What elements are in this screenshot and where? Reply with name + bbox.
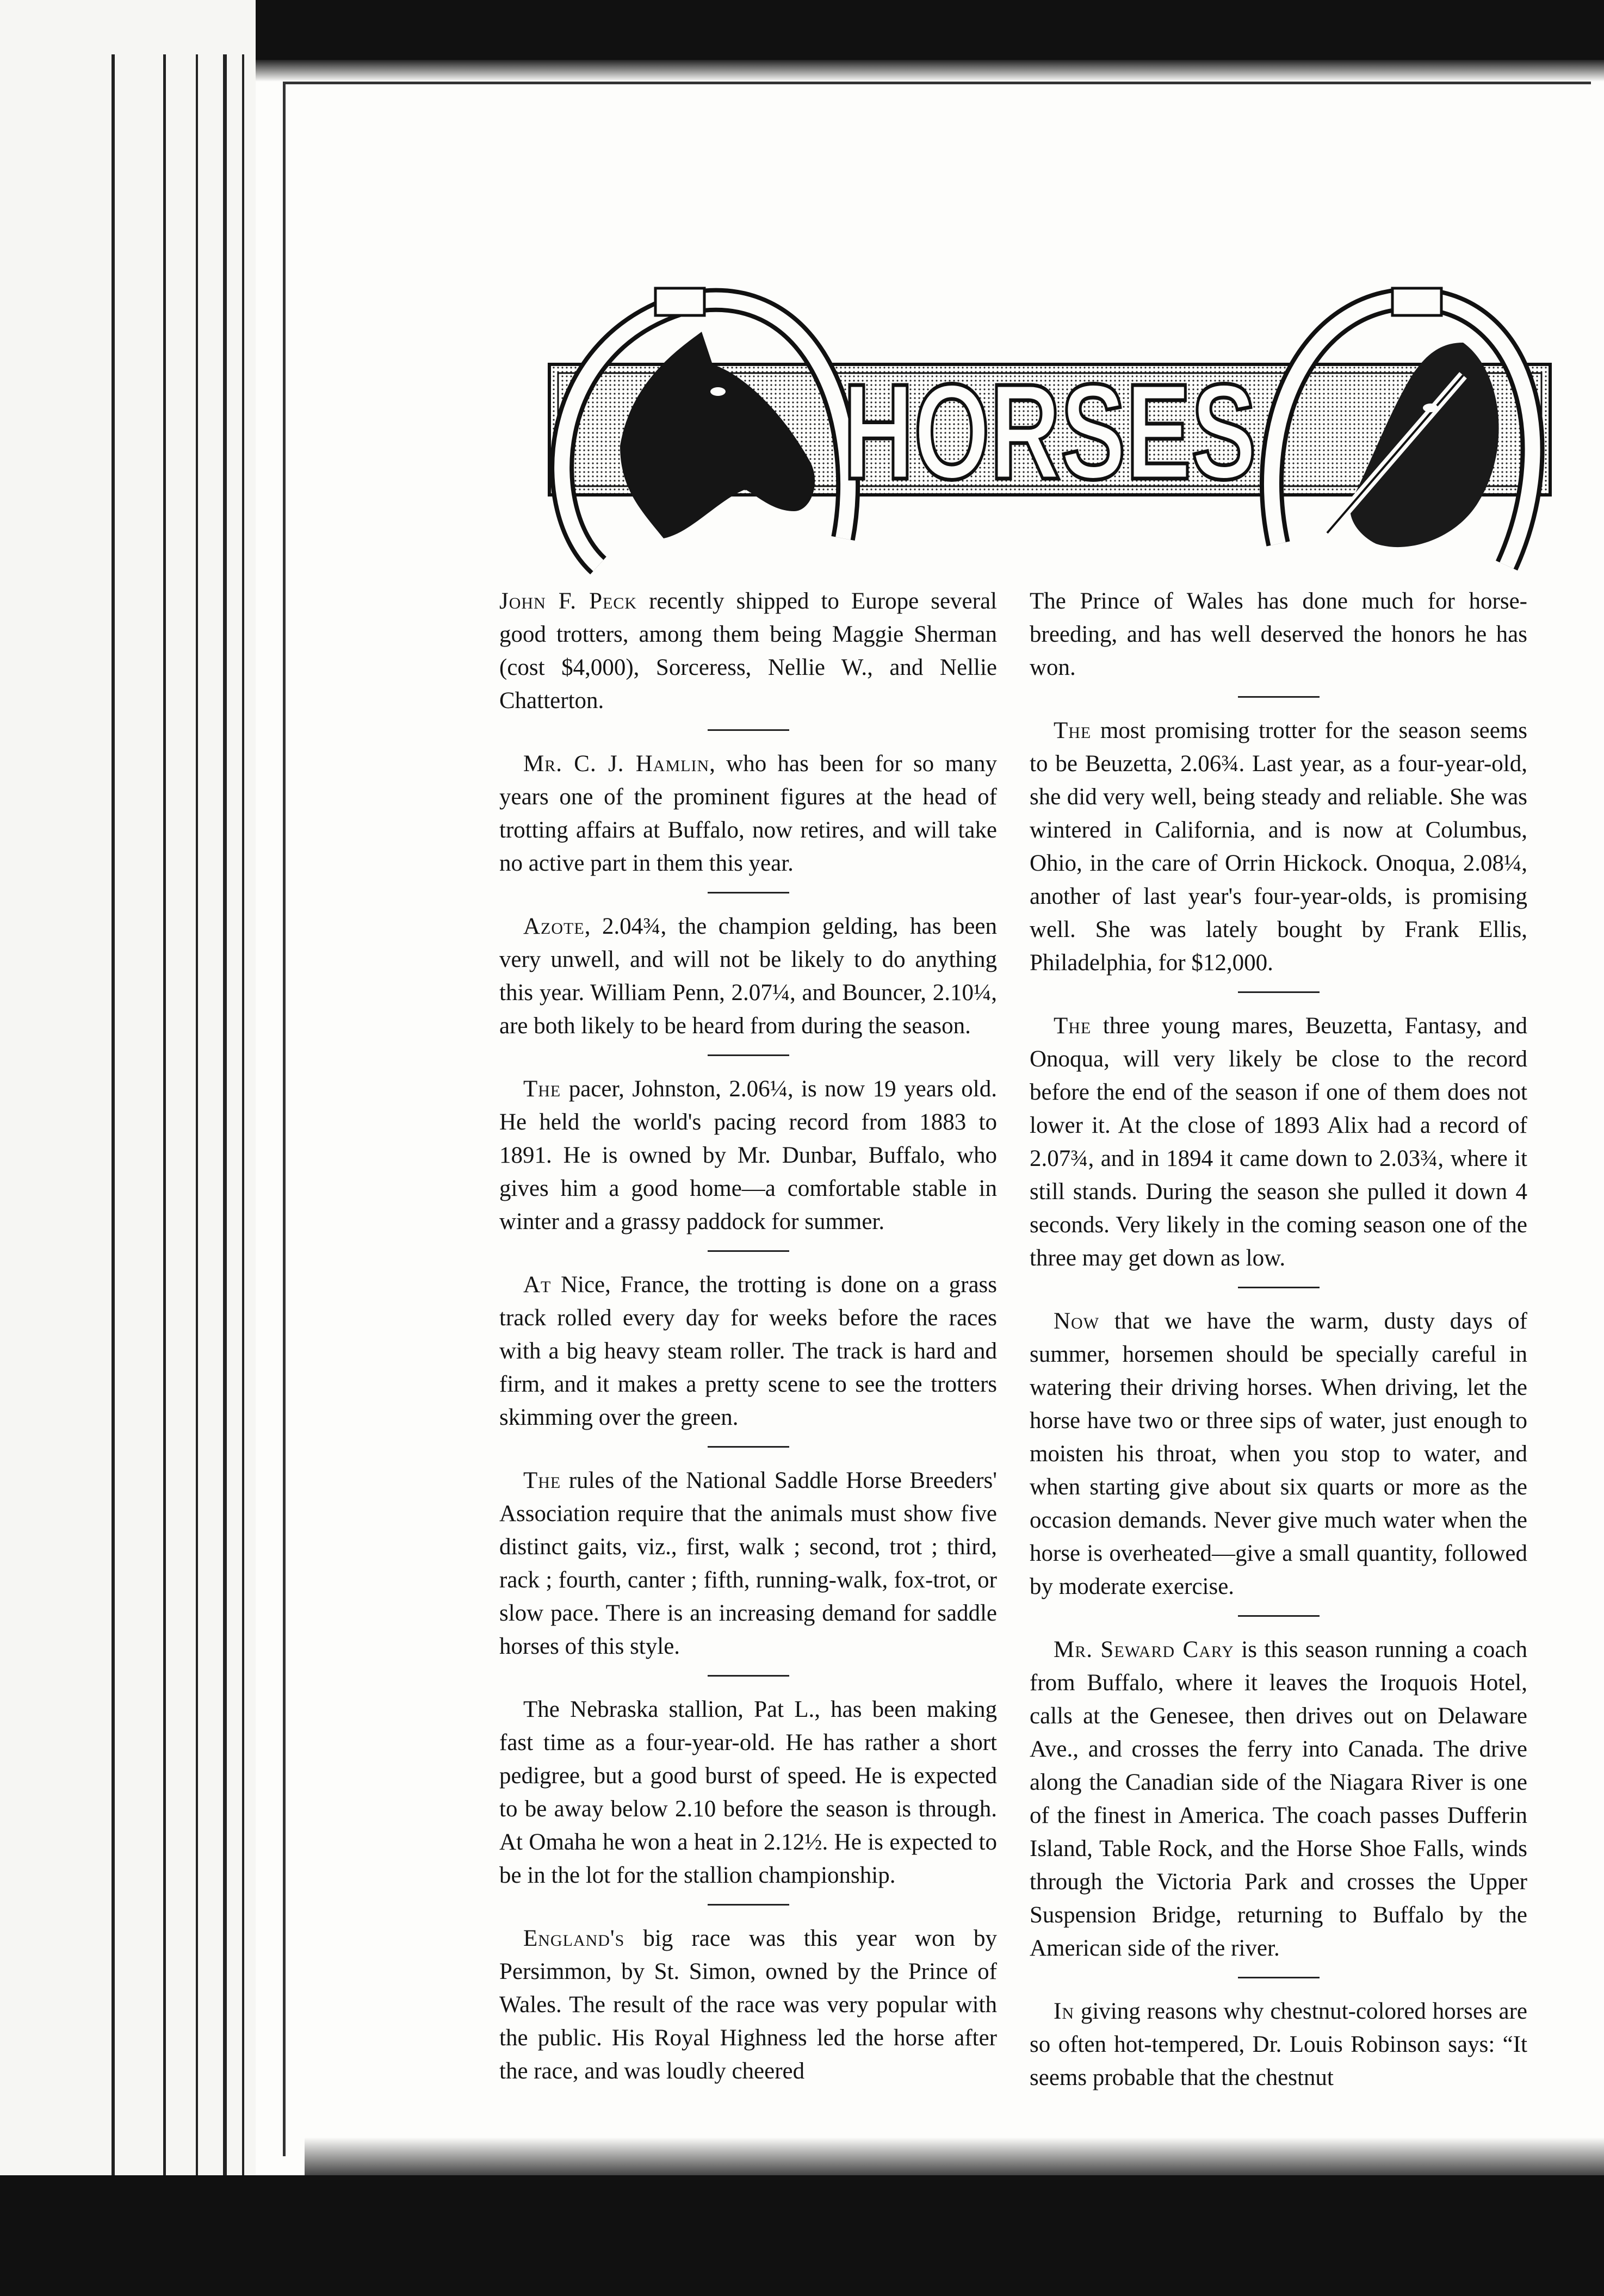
paragraph-azote: Azote, 2.04¾, the champion gelding, has been very unwell, and will not be likely to do anything this year. William Penn, 2.07¼, and Bouncer, 2.10¼, are both likely to be heard from during the season. xyxy=(499,914,997,1039)
paragraph-nice-france: At Nice, France, the trotting is done on a grass track rolled every day for weeks before the races with a big heavy steam roller. The track is hard and firm, and it makes a pretty scene to see the trotters skimming over the green. xyxy=(499,1272,997,1430)
paragraph-johnston: The pacer, Johnston, 2.06¼, is now 19 years old. He held the world's pacing record from 1883 to 1891. He is owned by Mr. Dunbar, Buffalo, who gives him a good home—a comfortable stable in winter and a grassy paddock for summer. xyxy=(499,1076,997,1234)
spine-line xyxy=(163,54,166,2231)
paragraph-peck: John F. Peck recently shipped to Europe several good trotters, among them being Maggie Sherman (cost $4,000), Sorceress, Nellie W., and Nellie Chatterton. xyxy=(499,588,997,713)
horses-header xyxy=(538,283,1561,587)
spine-line xyxy=(196,54,198,2231)
header-title: HORSES xyxy=(843,356,1256,507)
separator-rule xyxy=(708,1250,789,1252)
scan-bottom-edge xyxy=(0,2175,1604,2296)
right-column xyxy=(1030,585,1527,2094)
paragraph-saddle-horse-rules: The rules of the National Saddle Horse Breeders' Association require that the animals must show five distinct gaits, viz., first, walk ; second, trot ; third, rack ; fourth, canter ; fifth, running-walk, fox-trot, or slow pace. There is an increasing demand for saddle horses of this style. xyxy=(499,1468,997,1659)
separator-rule xyxy=(708,1904,789,1906)
scan-left-margin xyxy=(0,0,256,2296)
paragraph-beuzetta: The most promising trotter for the season seems to be Beuzetta, 2.06¾. Last year, as a four-year-old, she did very well, being steady and reliable. She was wintered in California, and is now at Columbus, Ohio, in the care of Orrin Hickock. Onoqua, 2.08¼, another of last year's four-year-olds, is promising well. She was lately bought by Frank Ellis, Philadelphia, for $12,000. xyxy=(1030,718,1527,976)
paragraph-watering: Now that we have the warm, dusty days of summer, horsemen should be specially careful in watering their driving horses. When driving, let the horse have two or three sips of water, just enough to moisten his throat, when you stop to water, and when starting give about six quarts or more as the occasion demands. Never give much water when the horse is overheated—give a small quantity, followed by moderate exercise. xyxy=(1030,1308,1527,1599)
separator-rule xyxy=(1238,991,1320,993)
scan-top-shadow xyxy=(228,60,1604,82)
paragraph-prince-continuation: The Prince of Wales has done much for horse-breeding, and has well deserved the honors he has won. xyxy=(1030,588,1527,680)
separator-rule xyxy=(1238,1977,1320,1978)
paragraph-hamlin: Mr. C. J. Hamlin, who has been for so many years one of the prominent figures at the head of trotting affairs at Buffalo, now retires, and will take no active part in them this year. xyxy=(499,751,997,876)
separator-rule xyxy=(708,1675,789,1677)
separator-rule xyxy=(708,892,789,893)
spine-line xyxy=(223,54,227,2231)
separator-rule xyxy=(1238,1287,1320,1288)
paragraph-three-mares: The three young mares, Beuzetta, Fantasy, and Onoqua, will very likely be close to the record before the end of the season if one of them does not lower it. At the close of 1893 Alix had a record of 2.07¾, and in 1894 it came down to 2.03¾, where it still stands. During the season she pulled it down 4 seconds. Very likely in the coming season one of the three may get down as low. xyxy=(1030,1013,1527,1271)
separator-rule xyxy=(708,1446,789,1448)
separator-rule xyxy=(708,1054,789,1056)
paragraph-england-race: England's big race was this year won by Persimmon, by St. Simon, owned by the Prince of Wales. The result of the race was very popular with the public. His Royal Highness led the horse after the race, and was loudly cheered xyxy=(499,1926,997,2084)
separator-rule xyxy=(1238,1615,1320,1617)
separator-rule xyxy=(1238,696,1320,698)
paragraph-chestnut-horses: In giving reasons why chestnut-colored horses are so often hot-tempered, Dr. Louis Robinson says: “It seems probable that the chestnut xyxy=(1030,1999,1527,2090)
spine-line xyxy=(242,54,244,2231)
paragraph-seward-cary: Mr. Seward Cary is this season running a coach from Buffalo, where it leaves the Iroquois Hotel, calls at the Genesee, then drives out on Delaware Ave., and crosses the ferry into Canada. The drive along the Canadian side of the Niagara River is one of the finest in America. The coach passes Dufferin Island, Table Rock, and the Horse Shoe Falls, winds through the Victoria Park and crosses the Upper Suspension Bridge, returning to Buffalo by the American side of the river. xyxy=(1030,1637,1527,1961)
spine-line xyxy=(112,54,115,2231)
header-ornament xyxy=(538,283,1561,587)
separator-rule xyxy=(708,729,789,731)
paragraph-nebraska-stallion: The Nebraska stallion, Pat L., has been making fast time as a four-year-old. He has rather a short pedigree, but a good burst of speed. He is expected to be away below 2.10 before the season is through. At Omaha he won a heat in 2.12½. He is expected to be in the lot for the stallion championship. xyxy=(499,1697,997,1888)
left-column xyxy=(499,585,997,2088)
